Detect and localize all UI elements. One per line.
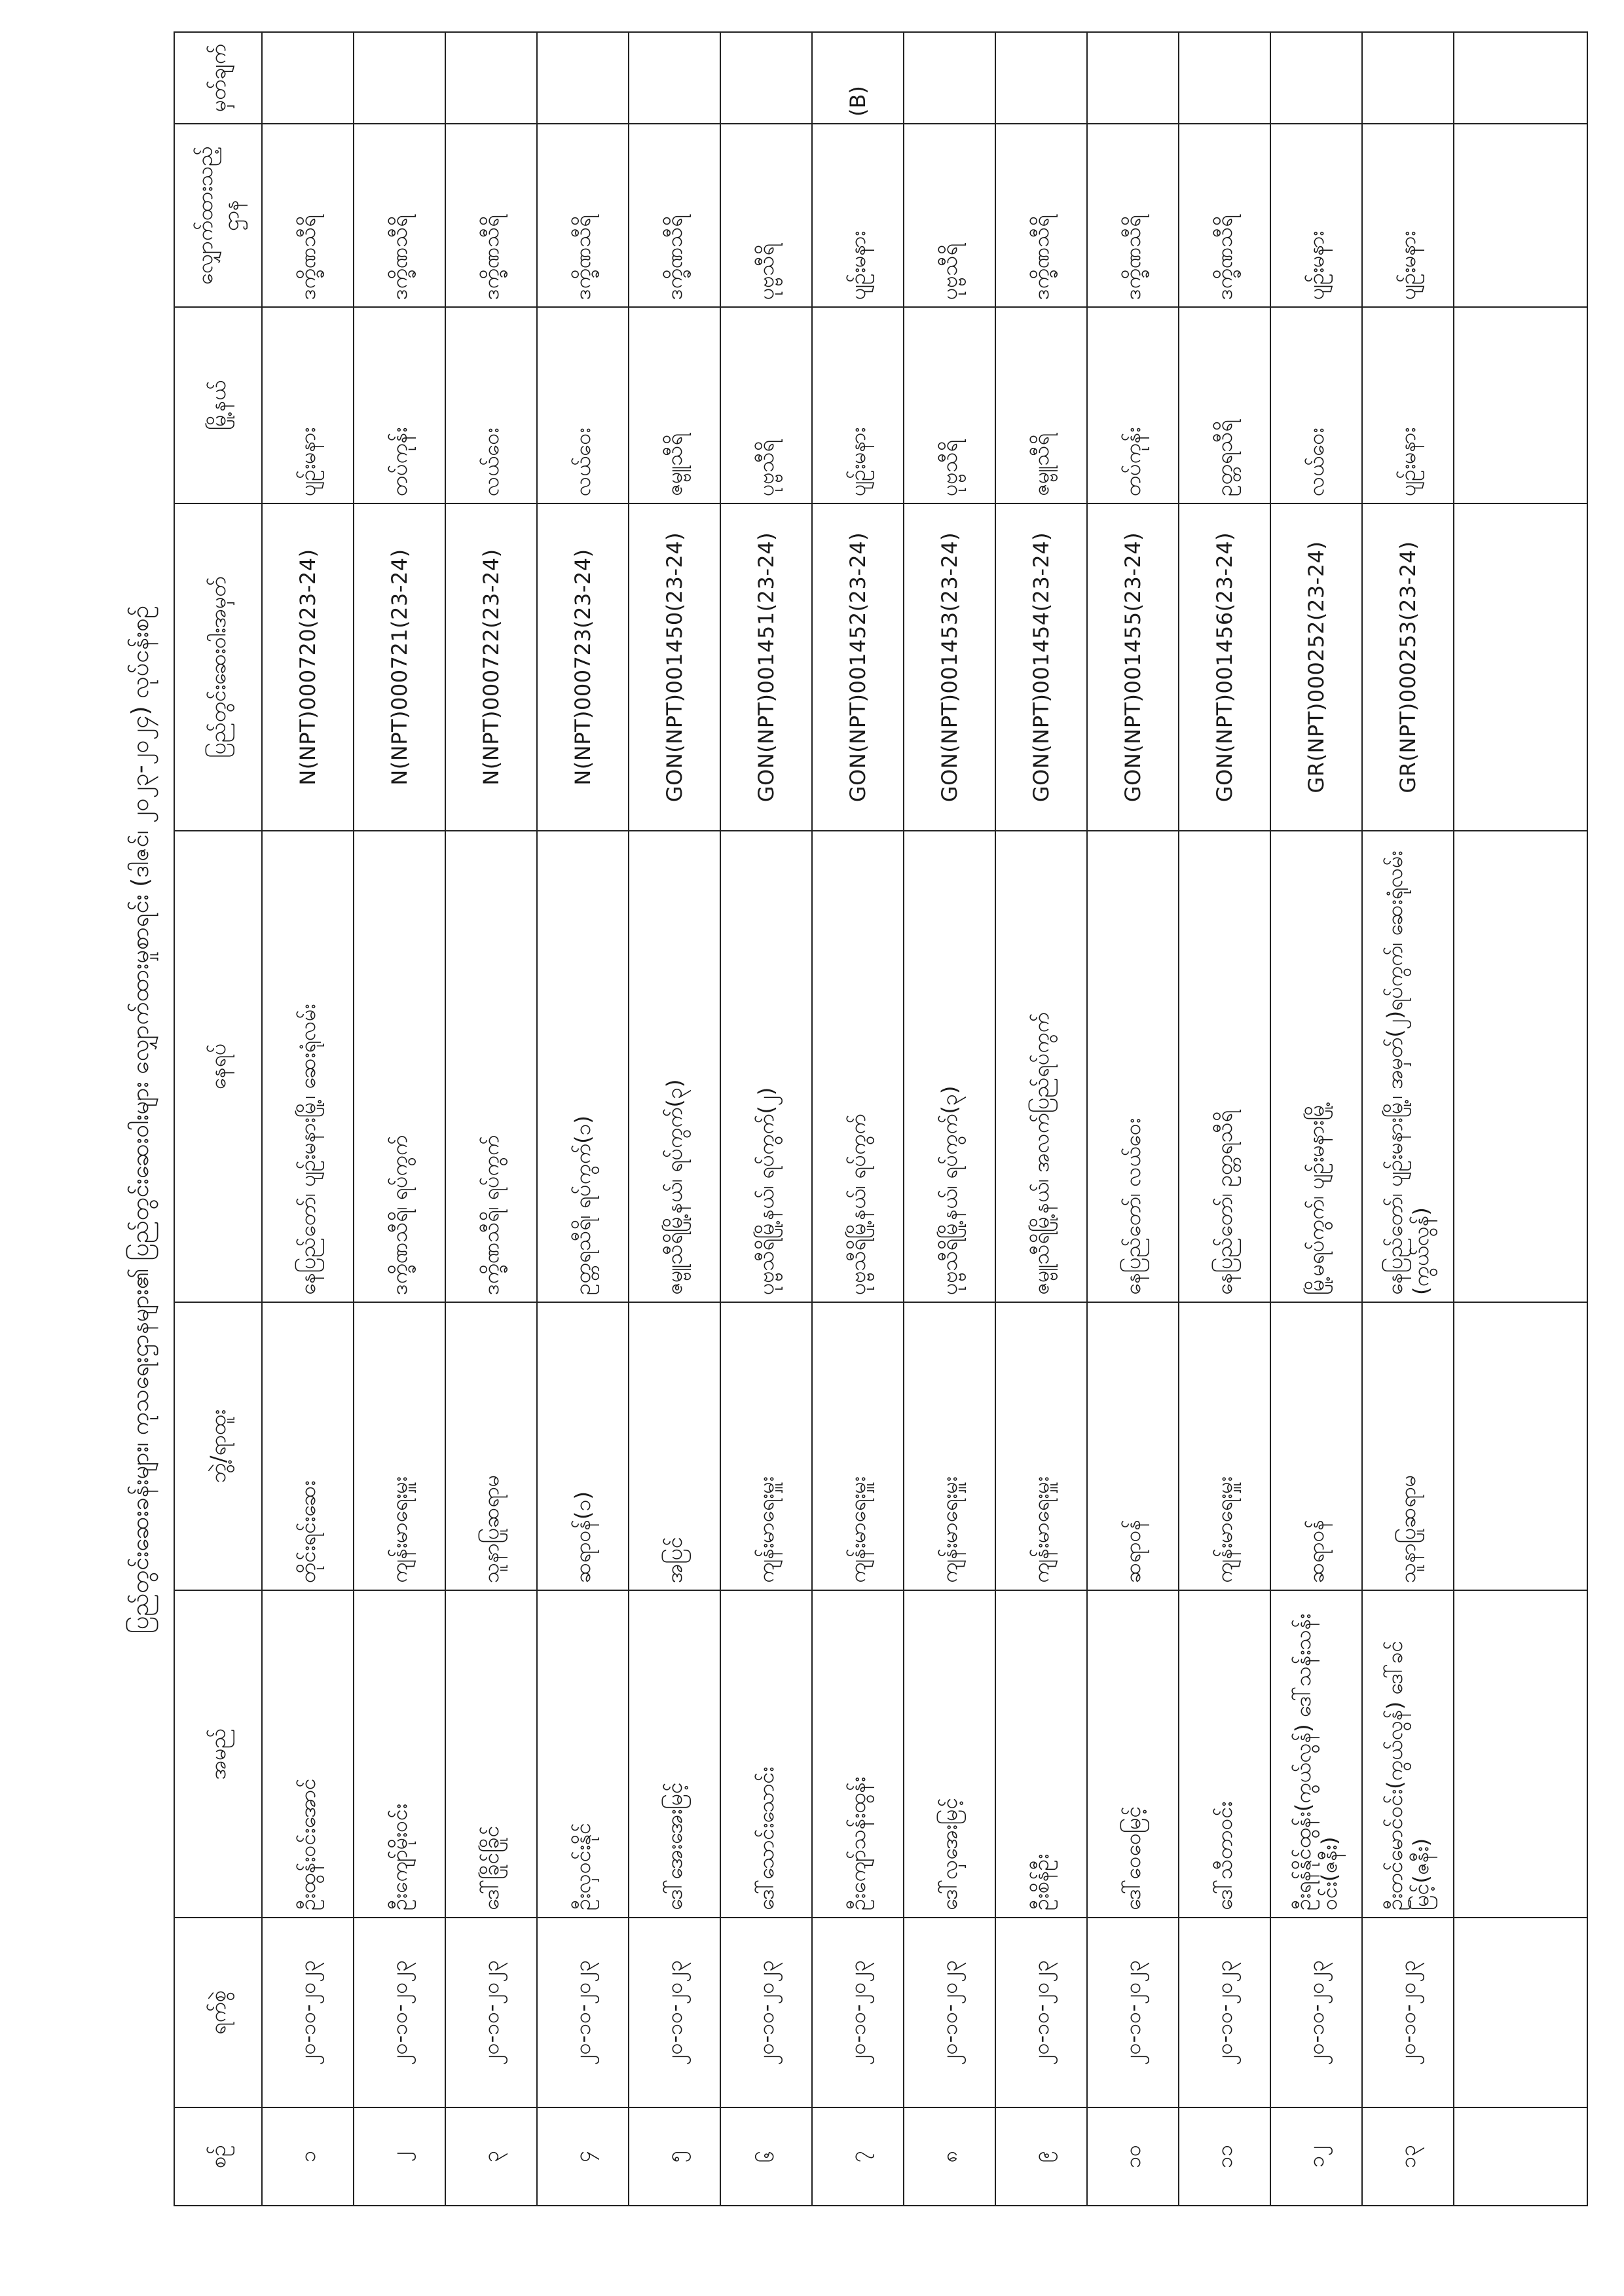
cell-no: ၁၀	[1087, 2107, 1179, 2206]
cell-department: ဒက္ခိဏသီရိ	[537, 124, 629, 307]
register-table	[174, 31, 1588, 2206]
cell-no: ၁၃	[1362, 2107, 1454, 2206]
cell-name: ဦးတင်မောင်ဝင်း(ကွယ်လွန်) ဒေါ်ခင်မြင့်(ဇနီး)	[1362, 1590, 1454, 1918]
cell-name: ဦးထွန်းဝင်းအောင်	[262, 1590, 354, 1918]
cell-township: ပျဉ်းမနား	[1362, 307, 1454, 503]
header-name: အမည်	[174, 1590, 262, 1918]
cell-registration-id: GON(NPT)001455(23-24)	[1087, 503, 1179, 831]
cell-date: ၂၀-၁၀-၂၀၂၃	[629, 1918, 720, 2107]
table-row	[904, 32, 995, 2206]
cell-registration-id: GON(NPT)001456(23-24)	[1179, 503, 1270, 831]
cell-township: လယ်ဝေး	[537, 307, 629, 503]
empty-cell	[1454, 1302, 1587, 1590]
cell-remark	[1270, 32, 1362, 124]
table-row	[812, 32, 904, 2206]
header-id: ပြည်တွင်းဆေးဝါးအမှတ်	[174, 503, 262, 831]
table-row	[262, 32, 354, 2206]
cell-name: ဦးလှဝင်းနိုင်	[537, 1590, 629, 1918]
header-row	[174, 32, 262, 2206]
cell-title: ကျန်းမာရေးမှူး	[812, 1302, 904, 1590]
cell-date: ၂၀-၁၀-၂၀၂၃	[354, 1918, 445, 2107]
cell-date: ၂၀-၁၀-၂၀၂၃	[812, 1918, 904, 2107]
cell-remark	[354, 32, 445, 124]
cell-department: ဒက္ခိဏသီရိ	[1087, 124, 1179, 307]
cell-registration-id: N(NPT)000721(23-24)	[354, 503, 445, 831]
table-row	[629, 32, 720, 2206]
cell-name: ဦးရန်နိုင်ထွန်း(ကွယ်လွန်) ဒေါ်သန်းသန်းဝင်း(ဇနီး)	[1270, 1590, 1362, 1918]
table-row	[720, 32, 812, 2206]
cell-address: နေပြည်တော်၊ ပျဉ်းမနားမြို့၊ အမှတ်(၂)ရပ်ကွက်၊ ဆေးရုံလမ်း (ကွယ်လွန်)	[1362, 831, 1454, 1302]
cell-department: ပုဗ္ဗသီရိ	[904, 124, 995, 307]
cell-address: ဇမ္ဗူသီရိမြို့နယ်၊ ရပ်ကွက်(၃)	[629, 831, 720, 1302]
empty-cell	[1454, 2107, 1587, 2206]
cell-department: ပျဉ်းမနား	[1270, 124, 1362, 307]
empty-cell	[1454, 307, 1587, 503]
header-address: နေရပ်	[174, 831, 262, 1302]
header-title: ဘွဲ့/ရာထူး	[174, 1302, 262, 1590]
cell-department: ဒက္ခိဏသီရိ	[354, 124, 445, 307]
cell-date: ၂၀-၁၀-၂၀၂၃	[262, 1918, 354, 2107]
cell-registration-id: GR(NPT)000252(23-24)	[1270, 503, 1362, 831]
cell-title: ဆရာဝန်	[1270, 1302, 1362, 1590]
table-row	[995, 32, 1087, 2206]
cell-address: ပုဗ္ဗသီရိမြို့နယ်၊ ရပ်ကွက်(၃)	[904, 831, 995, 1302]
cell-date: ၂၀-၁၀-၂၀၂၃	[904, 1918, 995, 2107]
cell-remark	[995, 32, 1087, 124]
cell-address: ပုဗ္ဗသီရိမြို့နယ်၊ ရပ်ကွက်	[812, 831, 904, 1302]
table-row	[1179, 32, 1270, 2206]
cell-name: ဒေါ်သောင်းသောင်း	[720, 1590, 812, 1918]
cell-address: ဥတ္တရသီရိ၊ ရပ်ကွက်(၁)	[537, 831, 629, 1302]
cell-remark	[720, 32, 812, 124]
cell-name: ဒေါ်လှအေးမြင့်	[904, 1590, 995, 1918]
cell-remark	[629, 32, 720, 124]
cell-title: သူနာပြုဆရာမ	[445, 1302, 537, 1590]
cell-township: ဇမ္ဗူသီရိ	[995, 307, 1087, 503]
empty-cell	[1454, 1918, 1587, 2107]
header-remark: မှတ်ချက်	[174, 32, 262, 124]
cell-registration-id: N(NPT)000722(23-24)	[445, 503, 537, 831]
table-row	[1087, 32, 1179, 2206]
cell-title: ကျန်းမာရေးမှူး	[995, 1302, 1087, 1590]
table-body	[262, 32, 1587, 2206]
table-row	[354, 32, 445, 2206]
cell-title: ကျန်းမာရေးမှူး	[904, 1302, 995, 1590]
empty-cell	[1454, 124, 1587, 307]
document-title: ပြည်တွင်းဆေးခန်းများ၊ ကုသရေးဌာနများ၏ ပြည်တွင်းဆေးဝါးများ လျှောက်ထားမှုစာရင်း (ဒါဇင်၊ ၂၀၂၃-၂၀၂၄) လုပ်ငန်းစဉ်	[127, 605, 154, 1634]
cell-registration-id: GON(NPT)001454(23-24)	[995, 503, 1087, 831]
cell-date: ၂၀-၁၀-၂၀၂၃	[1179, 1918, 1270, 2107]
cell-township: တပ်ကုန်း	[354, 307, 445, 503]
cell-township: ပုဗ္ဗသီရိ	[904, 307, 995, 503]
cell-no: ၁၂	[1270, 2107, 1362, 2206]
cell-remark	[1087, 32, 1179, 124]
cell-department: ပုဗ္ဗသီရိ	[720, 124, 812, 307]
cell-township: လယ်ဝေး	[445, 307, 537, 503]
table-row	[1270, 32, 1362, 2206]
cell-registration-id: GON(NPT)001451(23-24)	[720, 503, 812, 831]
cell-name: ဒေါ်အေးအေးမြင့်	[629, 1590, 720, 1918]
cell-remark	[262, 32, 354, 124]
cell-title: ကျန်းမာရေးမှူး	[1179, 1302, 1270, 1590]
cell-date: ၂၀-၁၀-၂၀၂၃	[1087, 1918, 1179, 2107]
cell-department: ဒက္ခိဏသီရိ	[629, 124, 720, 307]
cell-name: ဦးစိန်ဦး	[995, 1590, 1087, 1918]
cell-title: အပြင်	[629, 1302, 720, 1590]
cell-title: ဆရာဝန်(၁)	[537, 1302, 629, 1590]
cell-township: ပျဉ်းမနား	[812, 307, 904, 503]
cell-township: ဇမ္ဗူသီရိ	[629, 307, 720, 503]
cell-remark	[537, 32, 629, 124]
cell-date: ၂၀-၁၀-၂၀၂၃	[995, 1918, 1087, 2107]
header-dept: လျှောက်ထားသည့် ဌာန	[174, 124, 262, 307]
cell-date: ၂၀-၁၀-၂၀၂၃	[1270, 1918, 1362, 2107]
cell-date: ၂၀-၁၀-၂၀၂၃	[1362, 1918, 1454, 2107]
cell-no: ၁	[262, 2107, 354, 2206]
cell-name: ဒေါ်ခြိုင်ခြိုင်	[445, 1590, 537, 1918]
cell-date: ၂၀-၁၀-၂၀၂၃	[445, 1918, 537, 2107]
header-no: စဉ်	[174, 2107, 262, 2206]
table-row	[537, 32, 629, 2206]
empty-row	[1454, 32, 1587, 2206]
cell-remark	[1362, 32, 1454, 124]
cell-address: မြို့မရပ်ကွက်၊ ပျဉ်းမနားမြို့	[1270, 831, 1362, 1302]
cell-no: ၂	[354, 2107, 445, 2206]
rotated-document	[118, 33, 1500, 2206]
cell-remark	[1179, 32, 1270, 124]
cell-department: ပျဉ်းမနား	[812, 124, 904, 307]
cell-registration-id: GON(NPT)001452(23-24)	[812, 503, 904, 831]
table-row	[1362, 32, 1454, 2206]
cell-title: ကျန်းမာရေးမှူး	[354, 1302, 445, 1590]
cell-no: ၅	[629, 2107, 720, 2206]
cell-address: နေပြည်တော်၊ လယ်ဝေး	[1087, 831, 1179, 1302]
cell-address: ပုဗ္ဗသီရိမြို့နယ်၊ ရပ်ကွက်(၂)	[720, 831, 812, 1302]
cell-remark	[445, 32, 537, 124]
cell-address: နေပြည်တော်၊ ဥတ္တရသီရိ	[1179, 831, 1270, 1302]
cell-no: ၇	[812, 2107, 904, 2206]
cell-township: ဥတ္တရသီရိ	[1179, 307, 1270, 503]
cell-no: ၆	[720, 2107, 812, 2206]
cell-registration-id: N(NPT)000720(23-24)	[262, 503, 354, 831]
empty-cell	[1454, 1590, 1587, 1918]
cell-no: ၄	[537, 2107, 629, 2206]
cell-remark: (B)	[812, 32, 904, 124]
cell-department: ဒက္ခိဏသီရိ	[445, 124, 537, 307]
cell-no: ၃	[445, 2107, 537, 2206]
cell-name: ဒေါ်သီတာဝင်း	[1179, 1590, 1270, 1918]
cell-registration-id: N(NPT)000723(23-24)	[537, 503, 629, 831]
cell-date: ၂၀-၁၀-၂၀၂၃	[537, 1918, 629, 2107]
cell-no: ၈	[904, 2107, 995, 2206]
cell-address: ဇမ္ဗူသီရိမြို့နယ်၊ အလက်ပြည်ရပ်ကွက်	[995, 831, 1087, 1302]
cell-date: ၂၀-၁၀-၂၀၂၃	[720, 1918, 812, 2107]
empty-cell	[1454, 32, 1587, 124]
cell-department: ဒက္ခိဏသီရိ	[995, 124, 1087, 307]
cell-department: ပျဉ်းမနား	[1362, 124, 1454, 307]
cell-township: တပ်ကုန်း	[1087, 307, 1179, 503]
cell-department: ဒက္ခိဏသီရိ	[1179, 124, 1270, 307]
cell-name: ဦးကျော်သန်းထွန်း	[812, 1590, 904, 1918]
cell-township: လယ်ဝေး	[1270, 307, 1362, 503]
cell-name: ဒေါ်ဝေဝေမြင့်	[1087, 1590, 1179, 1918]
cell-no: ၉	[995, 2107, 1087, 2206]
cell-name: ဦးကျော်မိုးဝင်း	[354, 1590, 445, 1918]
cell-address: ဒက္ခိဏသီရိ၊ ရပ်ကွက်	[445, 831, 537, 1302]
cell-township: ပျဉ်းမနား	[262, 307, 354, 503]
cell-title: တိုင်းရင်းဆေး	[262, 1302, 354, 1590]
cell-no: ၁၁	[1179, 2107, 1270, 2206]
table-row	[445, 32, 537, 2206]
cell-registration-id: GON(NPT)001453(23-24)	[904, 503, 995, 831]
empty-cell	[1454, 831, 1587, 1302]
cell-department: ဒက္ခိဏသီရိ	[262, 124, 354, 307]
cell-registration-id: GR(NPT)000253(23-24)	[1362, 503, 1454, 831]
empty-cell	[1454, 503, 1587, 831]
cell-title: သူနာပြုဆရာမ	[1362, 1302, 1454, 1590]
cell-address: နေပြည်တော်၊ ပျဉ်းမနားမြို့၊ ဆေးရုံလမ်း	[262, 831, 354, 1302]
cell-remark	[904, 32, 995, 124]
header-township: မြို့နယ်	[174, 307, 262, 503]
header-date: ရက်စွဲ	[174, 1918, 262, 2107]
cell-township: ပုဗ္ဗသီရိ	[720, 307, 812, 503]
cell-registration-id: GON(NPT)001450(23-24)	[629, 503, 720, 831]
cell-title: ဆရာဝန်	[1087, 1302, 1179, 1590]
cell-address: ဒက္ခိဏသီရိ၊ ရပ်ကွက်	[354, 831, 445, 1302]
cell-title: ကျန်းမာရေးမှူး	[720, 1302, 812, 1590]
